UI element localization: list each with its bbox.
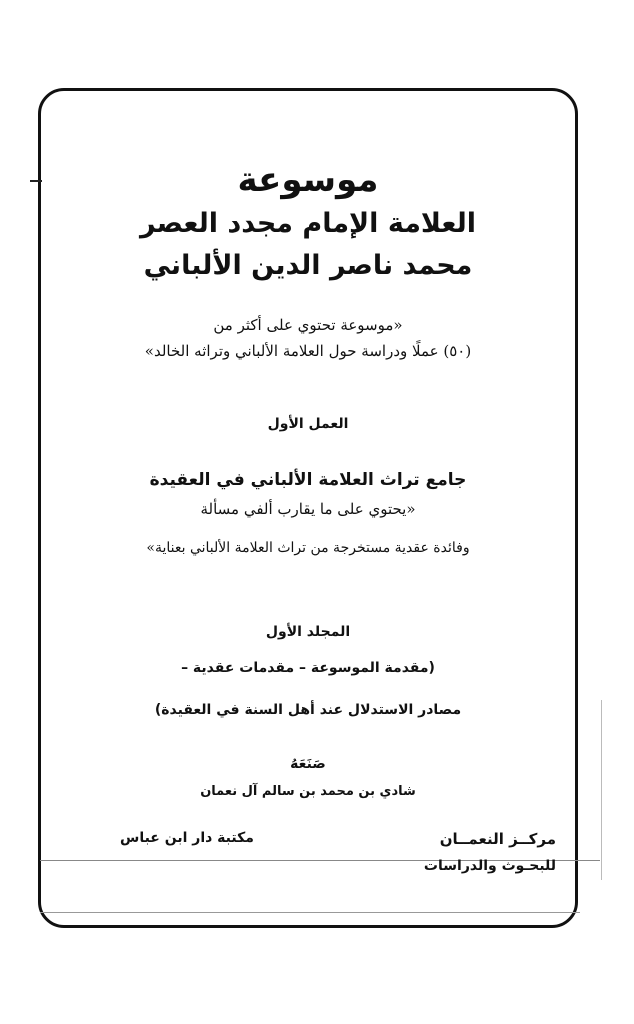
description-line2: (٥٠) عملًا ودراسة حول العلامة الألباني وتراثه الخالد» bbox=[144, 342, 472, 360]
cover-title: موسوعة bbox=[237, 160, 379, 200]
publisher-right bbox=[424, 830, 556, 874]
book-title: جامع تراث العلامة الألباني في العقيدة bbox=[149, 470, 467, 490]
bottom-divider-line bbox=[40, 912, 580, 913]
description-line1: «موسوعة تحتوي على أكثر من bbox=[213, 316, 403, 334]
author-name: شادي بن محمد بن سالم آل نعمان bbox=[200, 784, 416, 799]
publisher-right-line1: مركــز النعمــان bbox=[439, 830, 556, 848]
book-description-line2: وفائدة عقدية مستخرجة من تراث العلامة الألباني بعناية» bbox=[146, 540, 470, 556]
volume-label: المجلد الأول bbox=[265, 624, 351, 640]
publisher-right-line2: للبحـوث والدراسات bbox=[423, 858, 556, 874]
frame-edge-mark bbox=[30, 180, 42, 182]
cover-subtitle-line1: العلامة الإمام مجدد العصر bbox=[139, 208, 477, 239]
authored-by-label: صَنَعَهُ bbox=[290, 756, 326, 772]
publisher-left: مكتبة دار ابن عباس bbox=[120, 830, 254, 846]
book-description-line1: «يحتوي على ما يقارب ألفي مسألة bbox=[200, 500, 416, 518]
cover-subtitle-line2: محمد ناصر الدين الألباني bbox=[143, 250, 473, 281]
contents-line1: (مقدمة الموسوعة – مقدمات عقدية – bbox=[181, 660, 435, 676]
contents-line2: مصادر الاستدلال عند أهل السنة في العقيدة) bbox=[154, 702, 462, 718]
work-label: العمل الأول bbox=[267, 416, 349, 432]
scan-edge-line bbox=[601, 700, 602, 880]
